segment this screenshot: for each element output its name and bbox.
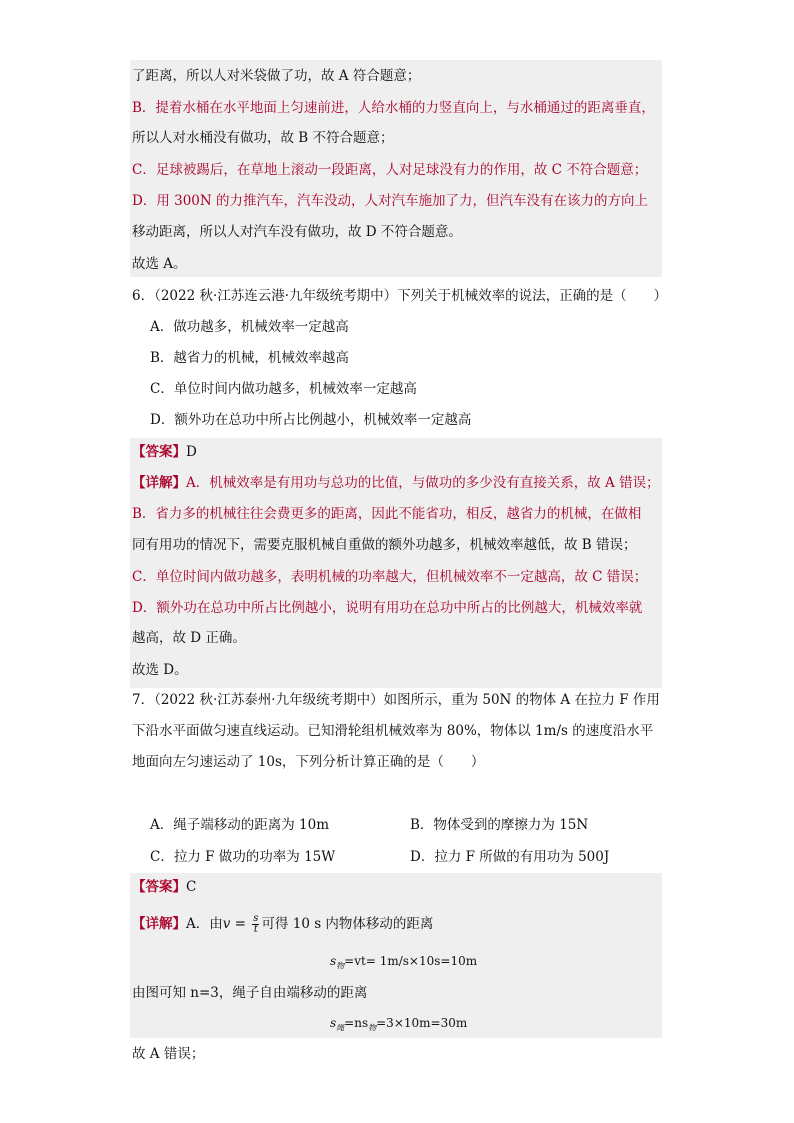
answer-tag: 【答案】 (132, 879, 186, 895)
prev-explain-line: 移动距离，所以人对汽车没有做功，故 D 不符合题意。 (132, 224, 462, 240)
q7-explain-conclusion: 故 A 错误； (132, 1046, 205, 1062)
explain-text: 可得 10 s 内物体移动的距离 (261, 916, 434, 932)
q7-option-d: D．拉力 F 所做的有用功为 500J (410, 849, 610, 865)
q7-stem: 7．（2022 秋·江苏泰州·九年级统考期中）如图所示，重为 50N 的物体 A 在拉力 F 作用 (132, 692, 660, 708)
q6-option-c: C．单位时间内做功越多，机械效率一定越高 (150, 381, 417, 397)
q7-explain-line: 由图可知 n=3，绳子自由端移动的距离 (132, 985, 368, 1001)
q7-option-a: A．绳子端移动的距离为 10m (150, 817, 330, 833)
formula-subscript: 物 (368, 1023, 377, 1033)
q6-option-d: D．额外功在总功中所占比例越小，机械效率一定越高 (150, 412, 472, 428)
q6-explain-b: B．省力多的机械往往会费更多的距离，因此不能省功，相反，越省力的机械，在做相 (132, 506, 642, 522)
equals-sign: = (230, 916, 251, 932)
formula-symbol: s (330, 1016, 337, 1030)
answer-value: C (186, 879, 197, 895)
q7-explain-a (132, 914, 433, 935)
q6-option-b: B．越省力的机械，机械效率越高 (150, 350, 349, 366)
prev-explain-line: 所以人对水桶没有做功，故 B 不符合题意； (132, 130, 394, 146)
prev-explain-option-b: B．提着水桶在水平地面上匀速前进，人给水桶的力竖直向上，与水桶通过的距离垂直， (132, 100, 655, 116)
prev-choose: 故选 A。 (132, 256, 187, 272)
explain-text: A．机械效率是有用功与总功的比值，与做功的多少没有直接关系，故 A 错误； (186, 475, 660, 491)
q6-stem: 6．（2022 秋·江苏连云港·九年级统考期中）下列关于机械效率的说法，正确的是（ ） (132, 288, 668, 304)
q6-explain-c: C．单位时间内做功越多，表明机械的功率越大，但机械效率不一定越高，故 C 错误； (132, 569, 648, 585)
prev-explain-option-c: C．足球被踢后，在草地上滚动一段距离，人对足球没有力的作用，故 C 不符合题意； (132, 162, 648, 178)
explain-text: A．由 (186, 916, 223, 932)
q6-explain-d: D．额外功在总功中所占比例越小，说明有用功在总功中所占的比例越大，机械效率就 (132, 600, 643, 616)
explain-tag: 【详解】 (132, 475, 186, 491)
velocity-symbol: v (222, 916, 231, 932)
answer-value: D (186, 444, 197, 460)
q7-answer (132, 877, 196, 897)
answer-tag: 【答案】 (132, 444, 186, 460)
q6-explain-d-cont: 越高，故 D 正确。 (132, 630, 246, 646)
formula-distance-rope (330, 1013, 467, 1038)
q6-answer (132, 442, 197, 462)
prev-explain-option-d: D．用 300N 的力推汽车，汽车没动，人对汽车施加了力，但汽车没有在该力的方向上 (132, 193, 648, 209)
q6-explain-a (132, 473, 660, 493)
q7-stem: 下沿水平面做匀速直线运动。已知滑轮组机械效率为 80%，物体以 1m/s 的速度沿水平 (132, 723, 654, 739)
q6-choose: 故选 D。 (132, 662, 188, 678)
formula-text: =3×10m=30m (376, 1016, 468, 1030)
q6-explain-b-cont: 同有用功的情况下，需要克服机械自重做的额外功越多，机械效率越低，故 B 错误； (132, 537, 637, 553)
formula-text: =ns (344, 1016, 369, 1030)
formula-symbol: s (330, 954, 337, 968)
fraction-numerator: s (253, 913, 259, 924)
prev-explain-line: 了距离，所以人对米袋做了功，故 A 符合题意； (132, 68, 421, 84)
formula-subscript: 物 (336, 961, 345, 971)
fraction-denominator: t (253, 924, 258, 935)
fraction-s-over-t (252, 914, 259, 935)
q7-option-c: C．拉力 F 做功的功率为 15W (150, 849, 336, 865)
explain-tag: 【详解】 (132, 916, 186, 932)
q6-option-a: A．做功越多，机械效率一定越高 (150, 319, 349, 335)
q7-stem: 地面向左匀速运动了 10s，下列分析计算正确的是（ ） (132, 754, 485, 770)
q7-option-b: B．物体受到的摩擦力为 15N (410, 817, 589, 833)
formula-text: =vt= 1m/s×10s=10m (344, 954, 478, 968)
formula-subscript: 绳 (336, 1023, 345, 1033)
formula-distance-object (330, 951, 477, 976)
